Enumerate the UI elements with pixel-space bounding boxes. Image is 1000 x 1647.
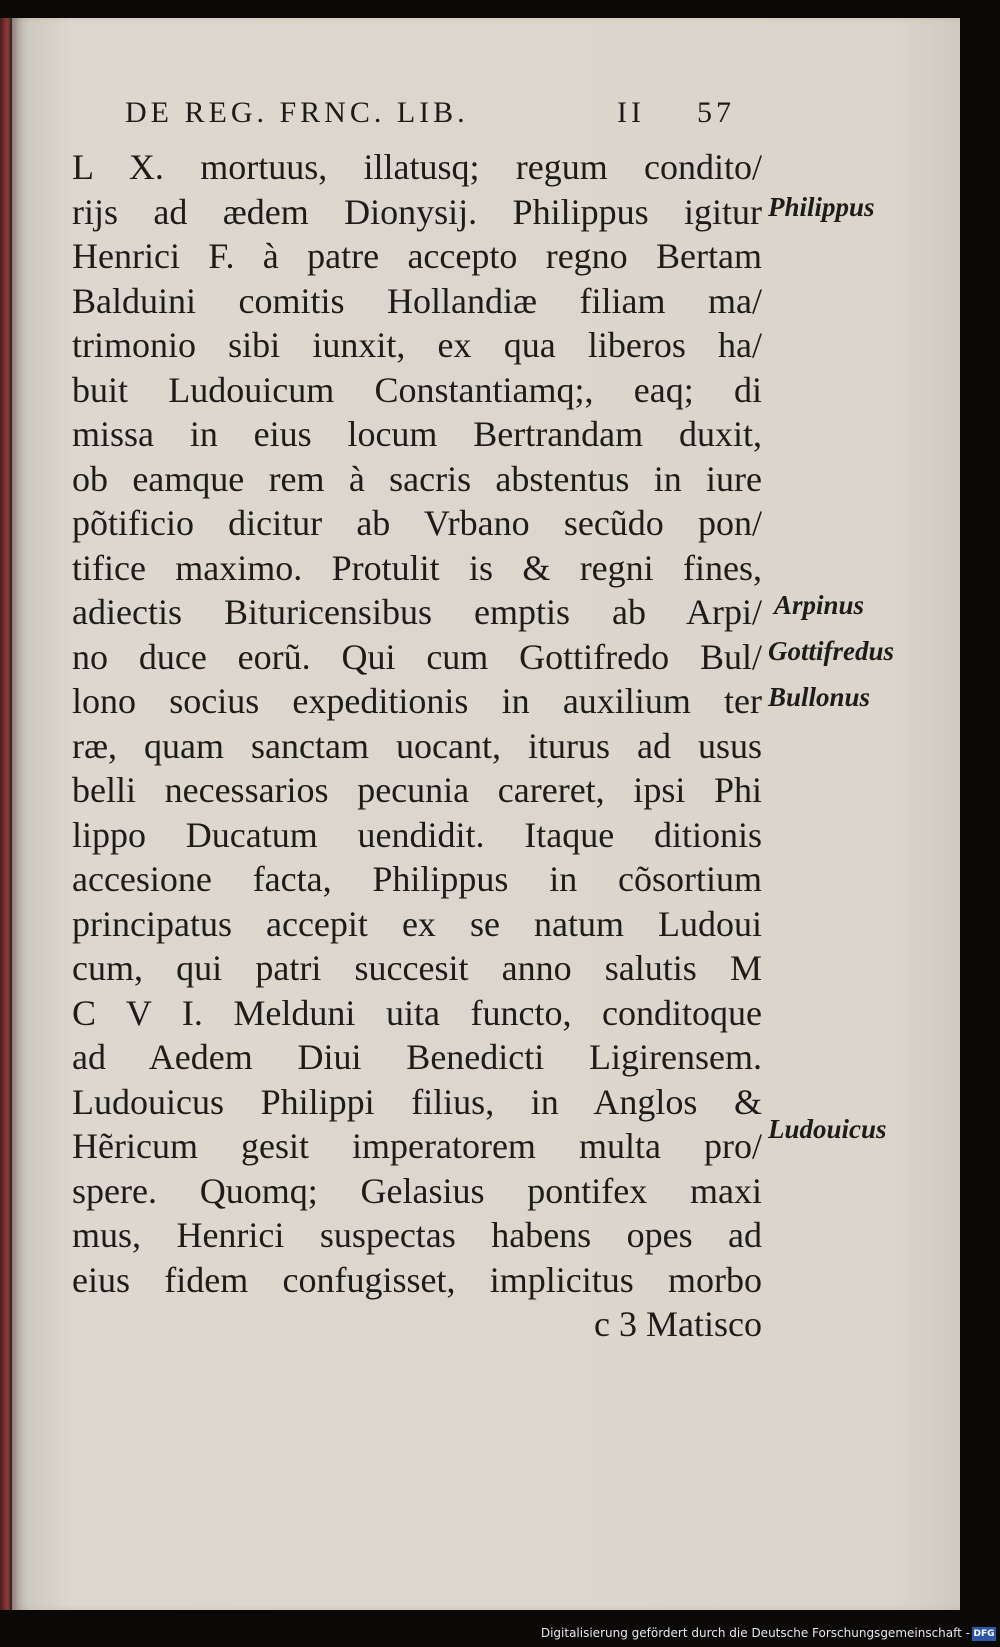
text-line: Hẽricum gesit imperatorem multa pro/ (72, 1126, 762, 1166)
text-line: belli necessarios pecunia careret, ipsi Phi (72, 770, 762, 810)
text-line: Henrici F. à patre accepto regno Bertam (72, 236, 762, 276)
page-number: 57 (697, 96, 735, 129)
text-line: missa in eius locum Bertrandam duxit, (72, 414, 762, 454)
text-line: trimonio sibi iunxit, ex qua liberos ha/ (72, 325, 762, 365)
header-title: DE REG. FRNC. LIB. (125, 96, 469, 129)
text-line: C V I. Melduni uita functo, conditoque (72, 992, 762, 1033)
text-line: mus, Henrici suspectas habens opes ad (72, 1215, 762, 1255)
body-text (72, 145, 762, 1347)
header-book-number: II (617, 96, 645, 129)
text-line: tifice maximo. Protulit is & regni fines, (72, 547, 762, 588)
margin-note-bullonus: Bullonus (768, 682, 871, 712)
text-line: cum, qui patri succesit anno salutis M (72, 948, 762, 988)
catchword-line: c 3 Matisco (594, 1304, 762, 1344)
text-line: põtificio dicitur ab Vrbano secũdo pon/ (72, 503, 762, 543)
margin-note-philippus: Philippus (768, 192, 875, 222)
margin-note-gottifredus: Gottifredus (768, 636, 895, 666)
text-line: accesione facta, Philippus in cõsortium (72, 859, 762, 899)
text-line: L X. mortuus, illatusq; regum condito/ (72, 147, 762, 187)
text-line: buit Ludouicum Constantiamq;, eaq; di (72, 369, 762, 410)
text-line: Ludouicus Philippi filius, in Anglos & (72, 1081, 762, 1122)
text-line: Balduini comitis Hollandiæ filiam ma/ (72, 280, 762, 321)
footer-credit: Digitalisierung gefördert durch die Deutsche Forschungsgemeinschaft - (540, 1626, 970, 1640)
text-line: ræ, quam sanctam uocant, iturus ad usus (72, 725, 762, 766)
text-line: eius fidem confugisset, implicitus morbo (72, 1259, 762, 1300)
text-line: lippo Ducatum uendidit. Itaque ditionis (72, 814, 762, 855)
margin-note-ludouicus: Ludouicus (768, 1114, 887, 1144)
text-line: adiectis Bituricensibus emptis ab Arpi/ (72, 592, 762, 632)
text-line: principatus accepit ex se natum Ludoui (72, 903, 762, 944)
text-line: ob eamque rem à sacris abstentus in iure (72, 458, 762, 499)
footer-bar (0, 1624, 1000, 1647)
dfg-logo: DFG (973, 1629, 995, 1639)
text-line: spere. Quomq; Gelasius pontifex maxi (72, 1170, 762, 1211)
text-line: ad Aedem Diui Benedicti Ligirensem. (72, 1037, 762, 1077)
margin-note-arpinus: Arpinus (774, 590, 865, 620)
text-line: rijs ad ædem Dionysij. Philippus igitur (72, 191, 762, 232)
text-line: lono socius expeditionis in auxilium ter (72, 681, 762, 721)
text-line: no duce eorũ. Qui cum Gottifredo Bul/ (72, 636, 762, 677)
running-header (125, 96, 755, 136)
